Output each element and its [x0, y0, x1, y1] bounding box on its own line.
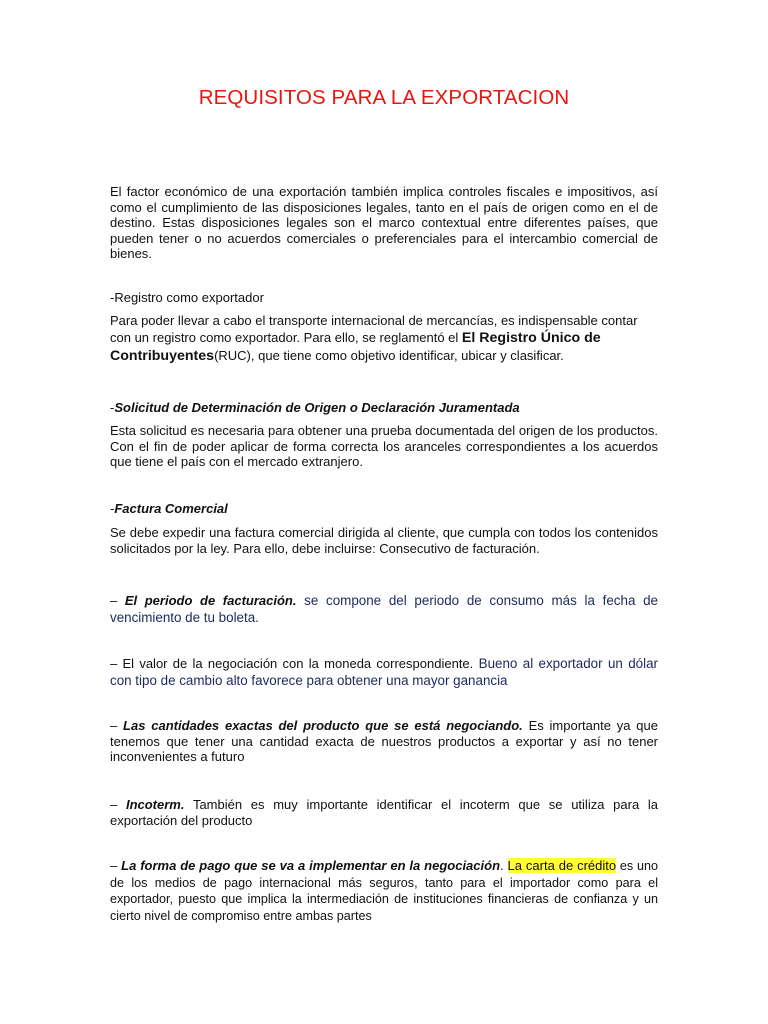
pago-bold: La forma de pago que se va a implementar en la negociación: [121, 858, 501, 873]
incoterm-dash: –: [110, 797, 126, 812]
valor-text: – El valor de la negociación con la moneda correspondiente.: [110, 656, 474, 671]
valor-item: [110, 656, 658, 689]
periodo-item: [110, 592, 658, 626]
pago-text: es uno de los medios de pago internacional más seguros, tanto para el importador como para el exportador, puesto que implica la intermediación de instituciones financieras de confianza y un cierto nivel de compromiso entre ambas partes: [110, 859, 659, 923]
pago-period: .: [500, 858, 508, 873]
factura-heading: [110, 501, 658, 517]
pago-dash: –: [110, 858, 122, 873]
solicitud-paragraph: Esta solicitud es necesaria para obtener una prueba documentada del origen de los productos. Con el fin de poder aplicar de forma correcta los aranceles correspondientes a los acuerdos que tiene el país con el mercado extranjero.: [110, 423, 658, 469]
registro-text-a: Para poder llevar a cabo el transporte internacional de mercancías, es indispensable contar con un registro como exportador. Para ello, se reglamentó el: [110, 313, 638, 345]
cantidades-item: [110, 718, 658, 765]
periodo-dash: –: [110, 593, 125, 608]
solicitud-dash: -: [110, 400, 115, 415]
cantidades-dash: –: [110, 718, 124, 733]
registro-paragraph: [110, 312, 658, 365]
factura-heading-text: Factura Comercial: [114, 501, 228, 516]
cantidades-text: Es importante ya que tenemos que tener una cantidad exacta de nuestros productos a exportar y así no tener inconvenientes a futuro: [110, 718, 658, 764]
periodo-text: se compone del periodo de consumo más la fecha de vencimiento de tu boleta.: [110, 593, 658, 625]
solicitud-heading-text: Solicitud de Determinación de Origen o Declaración Juramentada: [114, 400, 520, 415]
document-title: REQUISITOS PARA LA EXPORTACION: [198, 86, 570, 109]
solicitud-heading: [110, 400, 658, 416]
periodo-bold: El periodo de facturación.: [124, 593, 297, 608]
cantidades-bold: Las cantidades exactas del producto que se está negociando.: [123, 718, 523, 733]
incoterm-bold: Incoterm.: [125, 797, 185, 812]
registro-ruc-bold: El Registro Único de Contribuyentes: [110, 330, 601, 364]
factura-paragraph: Se debe expedir una factura comercial dirigida al cliente, que cumpla con todos los contenidos solicitados por la ley. Para ello, debe incluirse: Consecutivo de facturación.: [110, 525, 658, 556]
intro-paragraph: El factor económico de una exportación también implica controles fiscales e impositivos, así como el cumplimiento de las disposiciones legales, tanto en el país de origen como en el de destino. Estas disposiciones legales son el marco contextual entre diferentes países, que pueden tener o no acuerdos comerciales o preferenciales para el intercambio comercial de bienes.: [110, 184, 658, 261]
pago-highlight: La carta de crédito: [507, 858, 617, 873]
pago-item: [110, 858, 658, 924]
valor-addition: Bueno al exportador un dólar con tipo de cambio alto favorece para obtener una mayor ganancia: [110, 656, 658, 688]
factura-dash: -: [110, 501, 115, 516]
registro-text-b: (RUC), que tiene como objetivo identificar, ubicar y clasificar.: [214, 348, 564, 363]
registro-heading: -Registro como exportador: [110, 290, 264, 305]
incoterm-item: [110, 797, 658, 828]
incoterm-text: También es muy importante identificar el incoterm que se utiliza para la exportación del producto: [110, 797, 659, 828]
